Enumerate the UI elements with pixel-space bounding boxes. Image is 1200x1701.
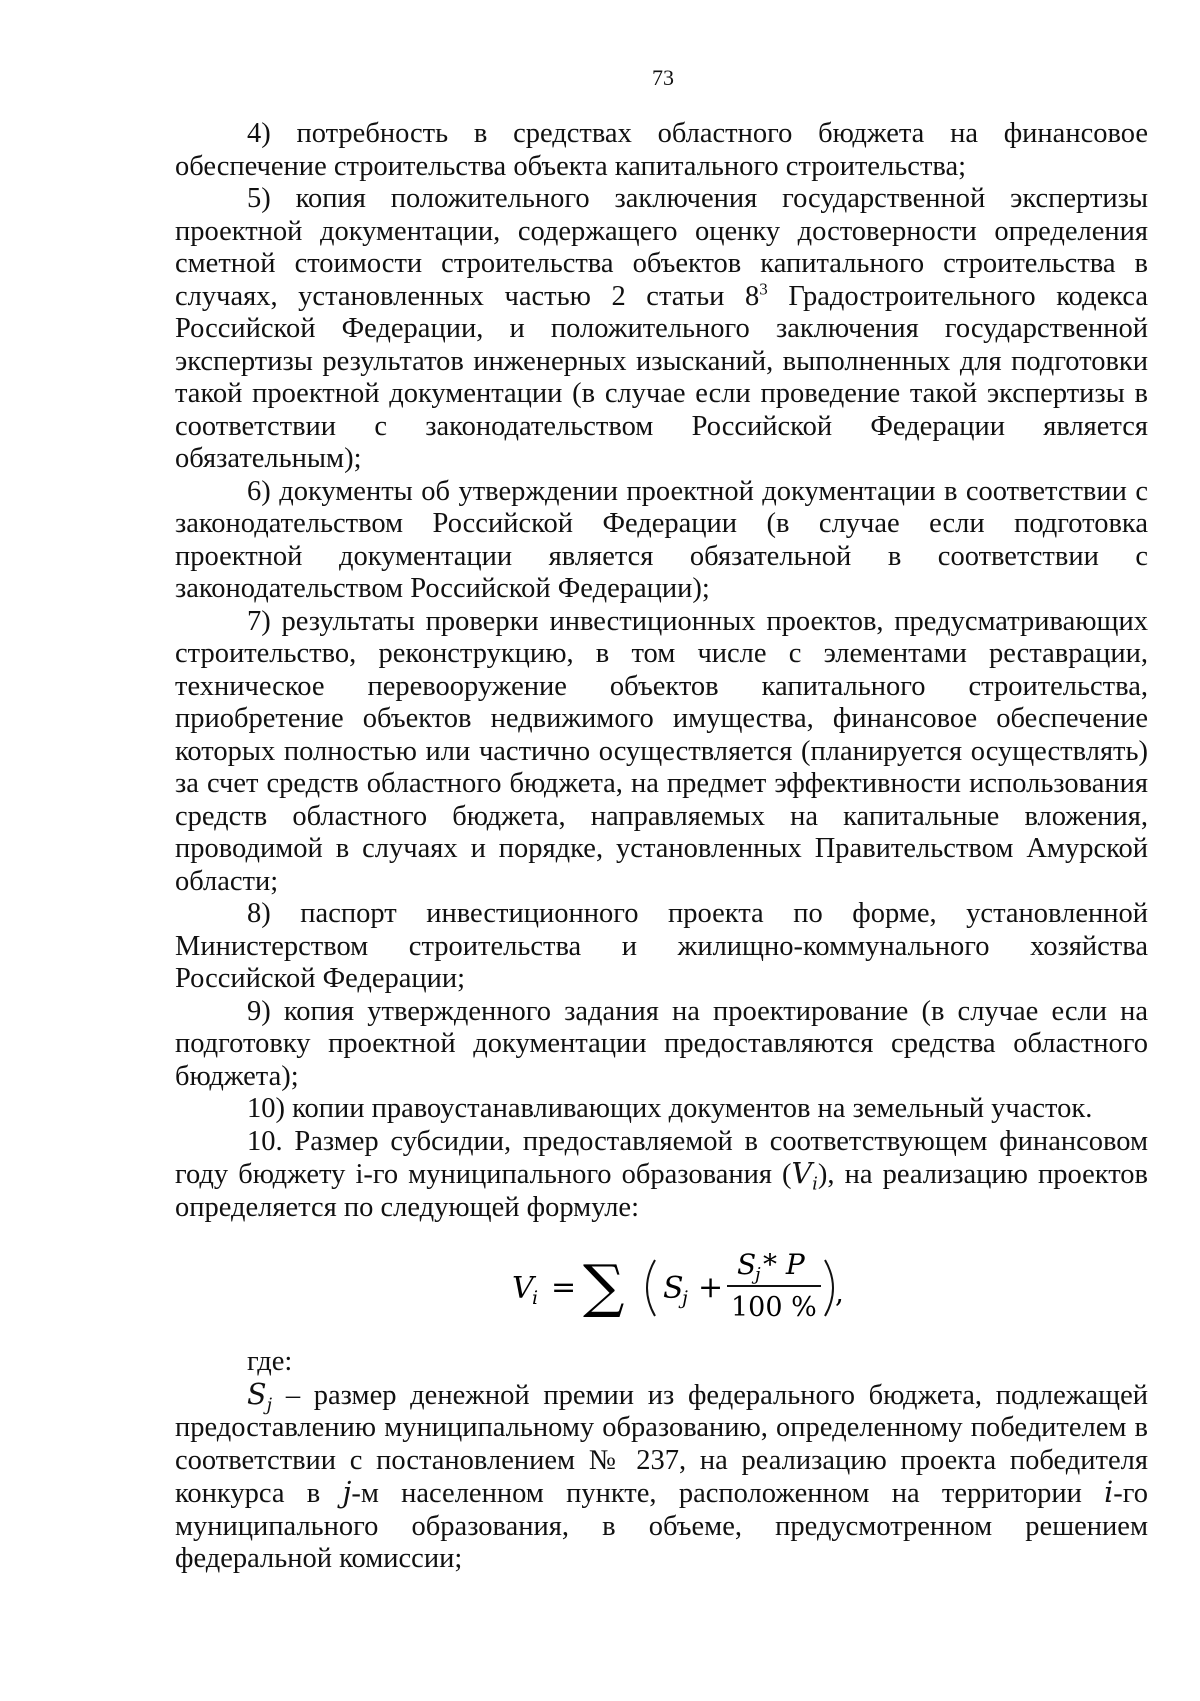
where-label: где:	[247, 1346, 293, 1377]
formula-sum: ∑	[583, 1252, 625, 1320]
paragraph-item-10: 10) копии правоустанавливающих документов на земельный участок.	[247, 1093, 1093, 1124]
section-10-text-b: ), на реализацию проектов определяется по следующей формуле:	[175, 1159, 1148, 1223]
formula-svg	[175, 1224, 1148, 1336]
paragraph-item-8: 8) паспорт инвестиционного проекта по форме, установленной Министерством строительства и жилищно-коммунального хозяйства Российской Федерации;	[175, 898, 1148, 994]
paragraph-item-5-text-b: Градостроительного кодекса Российской Федерации, и положительного заключения государственной экспертизы результатов инженерных изысканий, выполненных для подготовки такой проектной документации (в случае если проведение такой экспертизы в соответствии с законодательством Российской Федерации является обязательным);	[175, 280, 1149, 474]
formula-num-s: S	[737, 1248, 757, 1281]
sj-i-var: i	[1104, 1476, 1114, 1509]
sj-text-c: -го муниципального образования, в объеме, предусмотренном решением федеральной комиссии;	[175, 1478, 1148, 1574]
paragraph-item-4: 4) потребность в средствах областного бюджета на финансовое обеспечение строительства объекта капитального строительства;	[175, 118, 1148, 182]
formula-equals: =	[551, 1270, 577, 1305]
formula-close-paren	[825, 1260, 833, 1316]
paragraph-item-6: 6) документы об утверждении проектной документации в соответствии с законодательством Российской Федерации (в случае если подготовка проектной документации является обязательной в соответствии с законодательством Российской Федерации);	[175, 475, 1148, 604]
subsidy-formula	[175, 1224, 1148, 1336]
sj-symbol	[247, 1377, 273, 1416]
vi-inline-var: V	[791, 1157, 813, 1190]
vi-inline	[791, 1157, 818, 1195]
formula-lhs-var: V	[512, 1271, 534, 1306]
vi-inline-sub: i	[812, 1173, 818, 1195]
sj-j-var: j	[342, 1476, 352, 1509]
formula-denominator: 100 %	[731, 1292, 817, 1323]
document-body	[175, 118, 1148, 1576]
formula-s-var: S	[663, 1271, 684, 1306]
formula-s-sub: j	[682, 1287, 688, 1309]
formula-plus: +	[698, 1270, 724, 1305]
paragraph-item-7: 7) результаты проверки инвестиционных проектов, предусматривающих строительство, реконструкцию, в том числе с элементами реставрации, техническое перевооружение объектов капитального строительства, приобретение объектов недвижимого имущества, финансовое обеспечение которых полностью или частично осуществляется (планируется осуществлять) за счет средств областного бюджета, на предмет эффективности использования средств областного бюджета, направляемых на капитальные вложения, проводимой в случаях и порядке, установленных Правительством Амурской области;	[175, 605, 1148, 897]
formula-lhs-sub: i	[532, 1287, 539, 1309]
paragraph-item-9: 9) копия утвержденного задания на проектирование (в случае если на подготовку проектной документации предоставляются средства областного бюджета);	[175, 995, 1148, 1092]
superscript-3: 3	[759, 279, 768, 298]
formula-num-s-sub: j	[755, 1264, 761, 1285]
formula-open-paren	[647, 1260, 655, 1316]
section-10-text-a: 10. Размер субсидии, предоставляемой в соответствующем финансовом году бюджету i-го муниципального образования (	[175, 1125, 1148, 1190]
sj-symbol-sub: j	[266, 1394, 273, 1416]
paragraph-section-10	[175, 1126, 1148, 1225]
paragraph-item-5	[175, 183, 1148, 476]
page-number: 73	[652, 65, 674, 90]
formula-num-rest: * P	[763, 1248, 805, 1281]
sj-text-a: – размер денежной премии из федерального бюджета, подлежащей предоставлению муниципальному образованию, определенному победителем в соответствии с постановлением № 237, на реализацию проекта победителя конкурса в	[175, 1379, 1148, 1509]
sj-definition	[175, 1379, 1148, 1576]
paragraph-item-5-text-a: 5) копия положительного заключения государственной экспертизы проектной документации, содержащего оценку достоверности определения сметной стоимости строительства объектов капитального строительства в случаях, установленных частью 2 статьи 8	[175, 183, 1148, 312]
sj-symbol-var: S	[247, 1377, 267, 1411]
sj-text-b: -м населенном пункте, расположенном на территории	[351, 1478, 1105, 1509]
formula-trailing-comma: ,	[835, 1276, 844, 1309]
